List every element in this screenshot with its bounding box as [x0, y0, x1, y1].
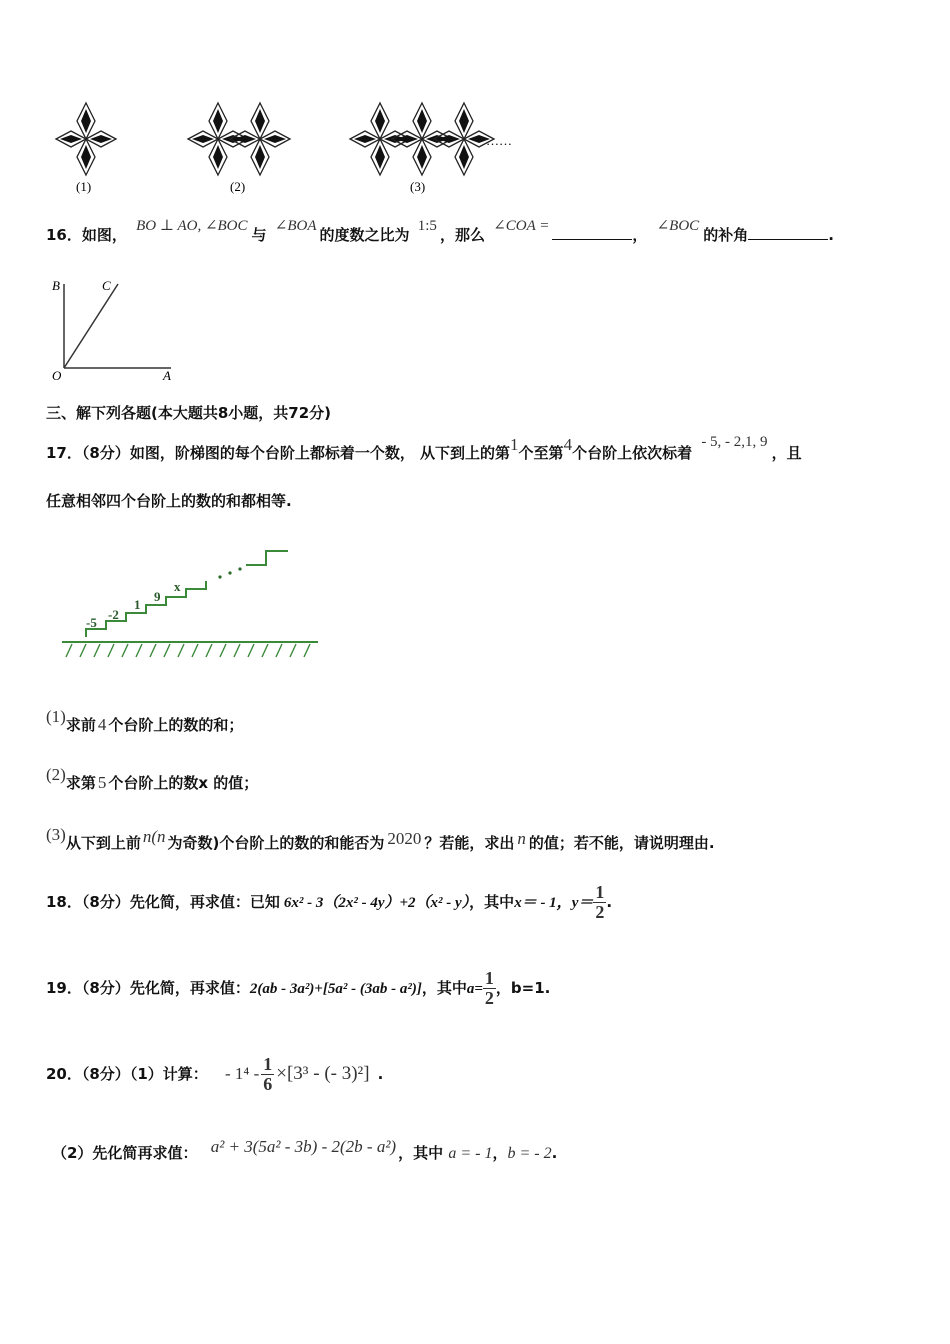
q16-mid: 的度数之比为 [319, 226, 410, 244]
stair-label-x: x [174, 579, 181, 594]
stair-label-3: 1 [134, 597, 141, 612]
question-20-part-2 [52, 1138, 557, 1169]
question-19 [46, 968, 550, 1009]
q17-number: 17． [46, 444, 82, 462]
q17-sub-2 [46, 765, 259, 796]
q20-expr2: a² + 3(5a² - 3b) - 2(2b - a²) [210, 1137, 397, 1156]
q16-ratio: 1:5 [417, 218, 437, 234]
question-20-part-1 [46, 1052, 383, 1096]
q18-frac-num: 1 [595, 882, 605, 903]
q16-number: 16． [46, 226, 82, 244]
q20-expr-a: - 1⁴ - [225, 1064, 260, 1083]
q16-expr2: ∠BOA [274, 218, 317, 234]
q17-seq: - 5, - 2,1, 9 [701, 434, 768, 450]
q20-part2: （2）先化简再求值： [52, 1144, 198, 1162]
pattern-label-2: (2) [230, 179, 246, 194]
q20-a-val: a = - 1 [448, 1145, 493, 1162]
q17-sub2-b: 个台阶上的数x 的值； [108, 774, 259, 792]
q20-expr-b: ×[3³ - (- 3)²] [276, 1063, 370, 1084]
q16-expr1: BO ⊥ AO, ∠BOC [136, 218, 248, 234]
q19-a: a= [466, 981, 483, 997]
q18-text: 先化简，再求值：已知 [129, 893, 280, 911]
stair-label-4: 9 [154, 589, 161, 604]
q17-sub3-n: n(n [142, 827, 166, 846]
q18-score: （8分） [81, 893, 130, 911]
q17-n1: 1 [510, 435, 519, 454]
q17-sub1-n: 4 [97, 715, 107, 734]
q19-cond1: ，其中 [421, 979, 467, 997]
q19-frac-den: 2 [484, 988, 494, 1008]
stair-label-2: -2 [108, 607, 119, 622]
q18-frac-den: 2 [595, 902, 605, 922]
q17-sub3-c: ？若能，求出 [424, 834, 515, 852]
q19-frac-num: 1 [484, 968, 494, 989]
q17-sub2-n: 5 [97, 773, 107, 792]
stair-label-1: -5 [86, 615, 97, 630]
q17-sub3-d: 的值；若不能，请说明理由. [528, 834, 715, 852]
q20-frac [261, 1055, 274, 1094]
q20-end2: . [551, 1144, 558, 1162]
q20-frac-den: 6 [263, 1074, 273, 1094]
q19-expr: 2(ab - 3a²)+[5a² - (3ab - a²)] [249, 981, 422, 997]
q18-y: y＝ [571, 895, 594, 911]
q17-sub1-b: 个台阶上的数的和； [108, 716, 244, 734]
pattern-1 [56, 103, 116, 175]
question-18 [46, 882, 612, 923]
q19-b: ，b=1. [495, 979, 551, 997]
q20-b-val: b = - 2 [507, 1145, 552, 1162]
pattern-label-3: (3) [410, 179, 426, 194]
question-17-line-1 [46, 434, 802, 467]
q19-frac [483, 969, 496, 1008]
q17-score: （8分） [81, 444, 130, 462]
q16-comma: ， [632, 226, 648, 244]
q20-score: （8分） [81, 1065, 130, 1083]
label-O: O [52, 368, 62, 383]
staircase-figure [58, 545, 328, 665]
q17-sub3-n2: n [517, 829, 526, 848]
q18-number: 18． [46, 893, 82, 911]
q16-lead: 如图， [81, 226, 127, 244]
q18-cond1: ，其中 [469, 893, 515, 911]
label-A: A [163, 368, 171, 383]
section-3-heading: 三、解下列各题(本大题共8小题，共72分) [46, 404, 332, 422]
q17-sub2-tag: (2) [46, 765, 66, 784]
pattern-ellipsis: …… [486, 133, 512, 148]
q20-number: 20． [46, 1065, 82, 1083]
q18-frac [593, 883, 606, 922]
q20-part1: （1）计算： [129, 1065, 208, 1083]
q17-sub3-tag: (3) [46, 825, 66, 844]
q16-blank-2 [748, 225, 828, 240]
q16-expr3: ∠COA = [493, 218, 550, 234]
q18-x: x＝ - 1， [514, 895, 572, 911]
angle-figure [46, 276, 186, 386]
pattern-label-1: (1) [76, 179, 92, 194]
q16-expr4: ∠BOC [656, 218, 700, 234]
q17-text4: ，且 [771, 444, 802, 462]
label-B: B [52, 278, 60, 293]
q17-n2: 4 [563, 435, 573, 454]
q16-then: ，那么 [439, 226, 485, 244]
q17-text1: 如图，阶梯图的每个台阶上都标着一个数， 从下到上的第 [129, 444, 511, 462]
q19-number: 19． [46, 979, 82, 997]
q16-conj: 与 [251, 226, 267, 244]
q17-sub-1 [46, 707, 244, 738]
q17-sub2-a: 求第 [65, 774, 96, 792]
q20-cond: ，其中 [398, 1144, 444, 1162]
q20-end1: . [377, 1065, 384, 1083]
q17-sub1-tag: (1) [46, 707, 66, 726]
q19-score: （8分） [81, 979, 130, 997]
q17-text2: 个至第 [518, 444, 564, 462]
pattern-2 [188, 103, 290, 175]
q17-sub3-b: 为奇数)个台阶上的数的和能否为 [167, 834, 385, 852]
question-17-line-2: 任意相邻四个台阶上的数的和都相等. [46, 492, 292, 510]
q16-end: . [828, 226, 834, 244]
q17-sub3-a: 从下到上前 [65, 834, 141, 852]
q18-expr: 6x² - 3（2x² - 4y）+2（x² - y） [283, 895, 470, 911]
diamond-pattern-figure [40, 95, 540, 205]
q17-sub3-year: 2020 [387, 829, 422, 848]
q18-end: . [606, 893, 613, 911]
q16-tail: 的补角 [703, 226, 749, 244]
q17-sub1-a: 求前 [65, 716, 96, 734]
label-C: C [102, 278, 111, 293]
question-16 [46, 220, 834, 251]
q17-text3: 个台阶上依次标着 [572, 444, 693, 462]
q20-sep: ， [492, 1144, 508, 1162]
q17-sub-3 [46, 825, 715, 856]
pattern-3 [350, 103, 494, 175]
q19-text: 先化简，再求值： [129, 979, 250, 997]
q16-blank-1 [552, 225, 632, 240]
q20-frac-num: 1 [263, 1054, 273, 1075]
